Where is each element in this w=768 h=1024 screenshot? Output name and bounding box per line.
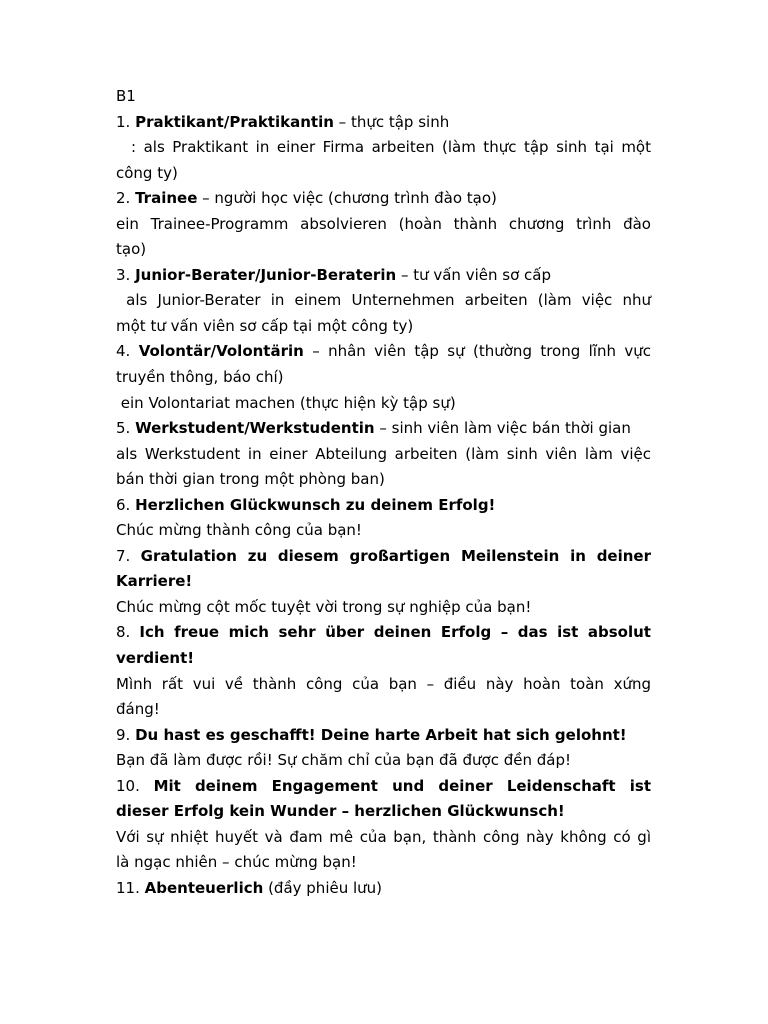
entry-6-translation: Chúc mừng thành công của bạn!	[116, 521, 362, 540]
entry-phrase: Ich freue mich sehr über deinen Erfolg – das ist absolut	[139, 623, 651, 642]
entry-10-translation-line-2: là ngạc nhiên – chúc mừng bạn!	[116, 853, 357, 872]
entry-4-title	[116, 339, 651, 365]
entry-2-title	[116, 186, 651, 212]
entry-number: 6.	[116, 495, 131, 514]
entry-5-example-line-1: als Werkstudent in einer Abteilung arbeiten (làm sinh viên làm việc	[116, 444, 651, 463]
entry-number: 9.	[116, 725, 131, 744]
entry-number: 8.	[116, 623, 131, 642]
entry-10-phrase-line-2	[116, 799, 651, 825]
entry-number: 3.	[116, 265, 131, 284]
entry-meaning: (đầy phiêu lưu)	[268, 878, 383, 897]
entry-1-example-line-2: công ty)	[116, 163, 178, 182]
entry-7-phrase-line-2	[116, 569, 651, 595]
entry-term: Trainee	[135, 189, 198, 208]
entry-5-example-line-2: bán thời gian trong một phòng ban)	[116, 470, 385, 489]
entry-term: Volontär/Volontärin	[138, 342, 304, 361]
entry-phrase: verdient!	[116, 649, 195, 668]
entry-number: 7.	[116, 546, 131, 565]
entry-5-title	[116, 416, 651, 442]
entry-1-example-line-1: : als Praktikant in einer Firma arbeiten (làm thực tập sinh tại một	[116, 138, 651, 157]
entry-2-example-line-2: tạo)	[116, 240, 147, 259]
entry-meaning: – sinh viên làm việc bán thời gian	[379, 419, 631, 438]
entry-phrase: Mit deinem Engagement und deiner Leidenschaft ist	[153, 776, 651, 795]
entry-meaning: – tư vấn viên sơ cấp	[400, 265, 551, 284]
entry-7-translation: Chúc mừng cột mốc tuyệt vời trong sự nghiệp của bạn!	[116, 597, 532, 616]
entry-4-meaning-line-2: truyền thông, báo chí)	[116, 368, 284, 387]
entry-9-phrase	[116, 723, 651, 749]
entry-8-translation-line-2: đáng!	[116, 700, 160, 719]
entry-8-phrase-line-2	[116, 646, 651, 672]
entry-term: Junior-Berater/Junior-Beraterin	[135, 265, 397, 284]
entry-7-phrase-line-1	[116, 544, 651, 570]
entry-meaning: – nhân viên tập sự (thường trong lĩnh vực	[312, 342, 651, 361]
entry-10-translation-line-1: Với sự nhiệt huyết và đam mê của bạn, thành công này không có gì	[116, 827, 651, 846]
entry-4-example: ein Volontariat machen (thực hiện kỳ tập sự)	[116, 393, 456, 412]
entry-number: 1.	[116, 112, 131, 131]
entry-number: 4.	[116, 342, 131, 361]
entry-10-phrase-line-1	[116, 774, 651, 800]
entry-number: 11.	[116, 878, 140, 897]
entry-3-example-line-1: als Junior-Berater in einem Unternehmen arbeiten (làm việc như	[116, 291, 651, 310]
entry-3-example-line-2: một tư vấn viên sơ cấp tại một công ty)	[116, 316, 414, 335]
entry-term: Abenteuerlich	[144, 878, 264, 897]
entry-number: 2.	[116, 189, 131, 208]
document-heading: B1	[116, 87, 136, 105]
entry-2-example-line-1: ein Trainee-Programm absolvieren (hoàn thành chương trình đào	[116, 214, 651, 233]
entry-8-translation-line-1: Mình rất vui về thành công của bạn – điều này hoàn toàn xứng	[116, 674, 651, 693]
entry-meaning: – người học việc (chương trình đào tạo)	[202, 189, 497, 208]
document-page	[116, 84, 651, 902]
entry-1-title	[116, 110, 651, 136]
entry-phrase: Du hast es geschafft! Deine harte Arbeit hat sich gelohnt!	[135, 725, 627, 744]
entry-6-phrase	[116, 493, 651, 519]
entry-phrase: Karriere!	[116, 572, 193, 591]
entry-3-title	[116, 263, 651, 289]
entry-phrase: Gratulation zu diesem großartigen Meilenstein in deiner	[140, 546, 651, 565]
entry-term: Werkstudent/Werkstudentin	[135, 419, 375, 438]
entry-9-translation: Bạn đã làm được rồi! Sự chăm chỉ của bạn đã được đền đáp!	[116, 751, 571, 770]
entry-meaning: – thực tập sinh	[338, 112, 450, 131]
entry-number: 5.	[116, 419, 131, 438]
entry-term: Praktikant/Praktikantin	[135, 112, 334, 131]
entry-8-phrase-line-1	[116, 620, 651, 646]
entry-phrase: dieser Erfolg kein Wunder – herzlichen Glückwunsch!	[116, 802, 565, 821]
entry-11-title	[116, 876, 651, 902]
entry-phrase: Herzlichen Glückwunsch zu deinem Erfolg!	[135, 495, 496, 514]
entry-number: 10.	[116, 776, 140, 795]
